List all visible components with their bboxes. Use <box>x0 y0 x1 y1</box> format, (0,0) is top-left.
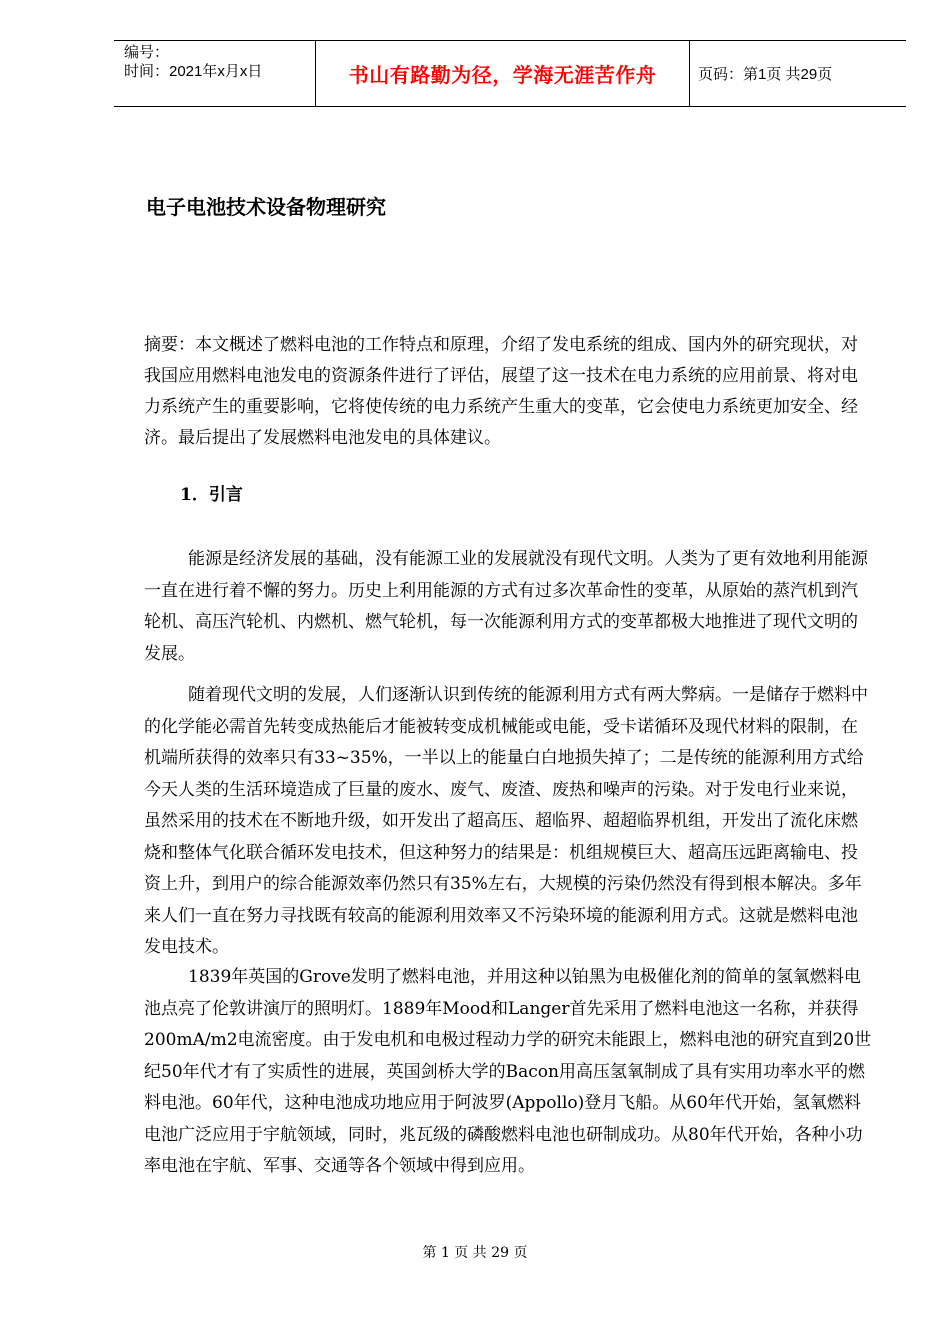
page-footer: 第 1 页 共 29 页 <box>422 1245 528 1261</box>
abstract-paragraph: 摘要：本文概述了燃料电池的工作特点和原理，介绍了发电系统的组成、国内外的研究现状，对我国应用燃料电池发电的资源条件进行了评估，展望了这一技术在电力系统的应用前景、将对电力系统产生的重要影响，它将使传统的电力系统产生重大的变革，它会使电力系统更加安全、经济。最后提出了发展燃料电池发电的具体建议。 <box>144 335 858 448</box>
header-motto: 书山有路勤为径，学海无涯苦作舟 <box>316 41 690 106</box>
body-paragraph-2: 随着现代文明的发展，人们逐渐认识到传统的能源利用方式有两大弊病。一是储存于燃料中的化学能必需首先转变成热能后才能被转变成机械能或电能，受卡诺循环及现代材料的限制，在机端所获得的效率只有33~35%，一半以上的能量白白地损失掉了；二是传统的能源利用方式给今天人类的生活环境造成了巨量的废水、废气、废渣、废热和噪声的污染。对于发电行业来说，虽然采用的技术在不断地升级，如开发出了超高压、超临界、超超临界机组，开发出了流化床燃烧和整体气化联合循环发电技术，但这种努力的结果是：机组规模巨大、超高压远距离输电、投资上升，到用户的综合能源效率仍然只有35%左右，大规模的污染仍然没有得到根本解决。多年来人们一直在努力寻找既有较高的能源利用效率又不污染环境的能源利用方式。这就是燃料电池发电技术。 <box>144 685 868 957</box>
header-meta-cell <box>114 41 316 106</box>
body-paragraph-3: 1839年英国的Grove发明了燃料电池，并用这种以铂黑为电极催化剂的简单的氢氧燃料电池点亮了伦敦讲演厅的照明灯。1889年Mood和Langer首先采用了燃料电池这一名称，并获得200mA/m2电流密度。由于发电机和电极过程动力学的研究未能跟上，燃料电池的研究直到20世纪50年代才有了实质性的进展，英国剑桥大学的Bacon用高压氢氧制成了具有实用功率水平的燃料电池。60年代，这种电池成功地应用于阿波罗(Appollo)登月飞船。从60年代开始，氢氧燃料电池广泛应用于宇航领域，同时，兆瓦级的磷酸燃料电池也研制成功。从80年代开始，各种小功率电池在宇航、军事、交通等各个领域中得到应用。 <box>144 967 872 1176</box>
header-page-info: 页码：第1页 共29页 <box>698 66 833 83</box>
document-title: 电子电池技术设备物理研究 <box>146 195 386 219</box>
header-number-label: 编号： <box>124 44 170 61</box>
section-heading-introduction: 1．引言 <box>180 485 243 505</box>
body-paragraph-1: 能源是经济发展的基础，没有能源工业的发展就没有现代文明。人类为了更有效地利用能源一直在进行着不懈的努力。历史上利用能源的方式有过多次革命性的变革，从原始的蒸汽机到汽轮机、高压汽轮机、内燃机、燃气轮机，每一次能源利用方式的变革都极大地推进了现代文明的发展。 <box>144 549 868 664</box>
page-header <box>114 40 906 107</box>
header-time-label: 时间：2021年x月x日 <box>124 63 263 80</box>
